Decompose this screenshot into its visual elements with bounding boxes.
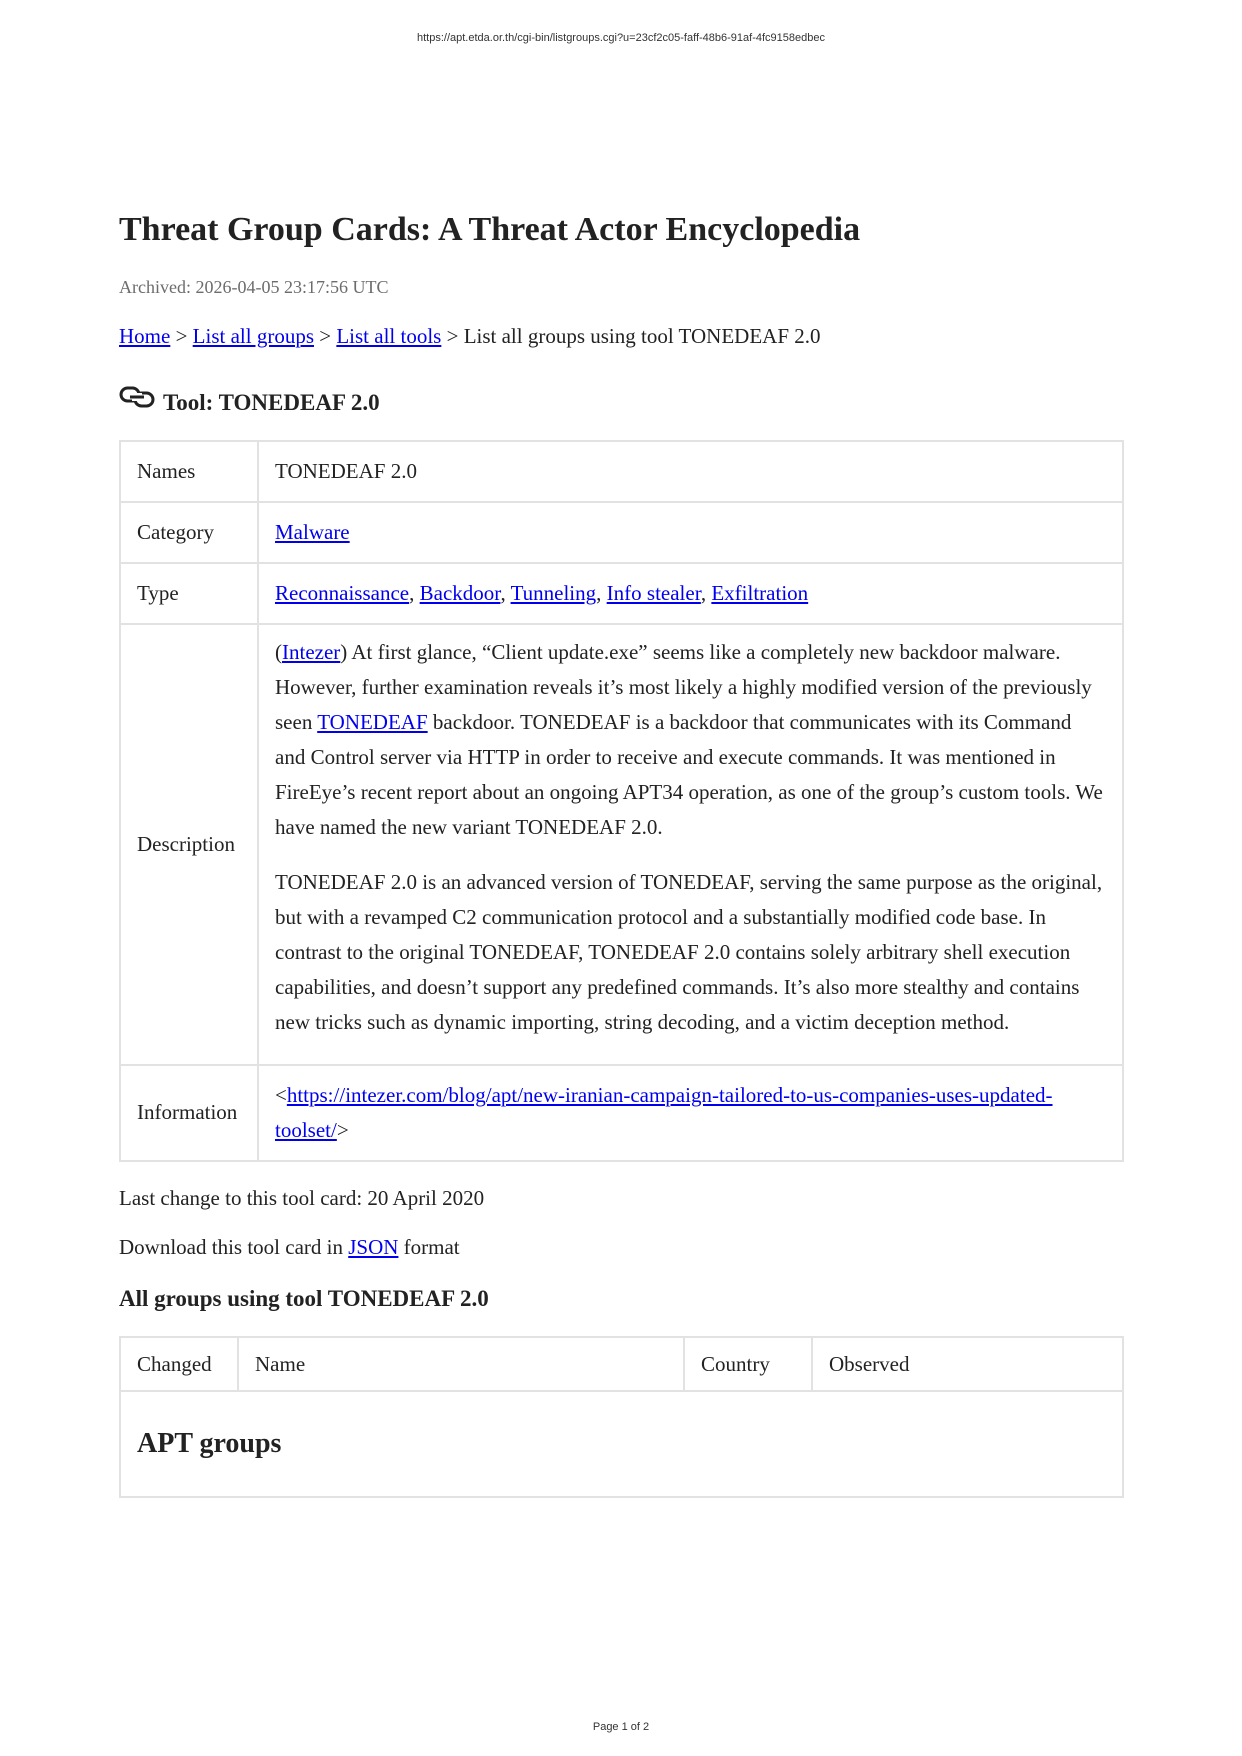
type-separator: , xyxy=(700,580,707,605)
page-number-footer: Page 1 of 2 xyxy=(592,1721,650,1733)
column-header-country: Country xyxy=(684,1337,812,1391)
breadcrumb-separator: > xyxy=(319,323,332,348)
archived-timestamp: Archived: 2026-04-05 23:17:56 UTC xyxy=(119,276,389,297)
table-row xyxy=(120,563,1123,624)
column-header-changed: Changed xyxy=(120,1337,238,1391)
tool-title: Tool: TONEDEAF 2.0 xyxy=(163,389,380,415)
apt-groups-section-header: APT groups xyxy=(120,1391,1123,1497)
type-reconnaissance-link[interactable]: Reconnaissance xyxy=(275,580,410,605)
download-line xyxy=(119,1235,1123,1260)
information-value xyxy=(258,1065,1123,1161)
intezer-source-link[interactable]: Intezer xyxy=(282,639,341,664)
names-value: TONEDEAF 2.0 xyxy=(258,441,1123,502)
json-download-link[interactable]: JSON xyxy=(348,1234,399,1259)
description-paragraph: TONEDEAF 2.0 is an advanced version of TONEDEAF, serving the same purpose as the original, but with a revamped C2 communication protocol and a substantially modified code base. In contrast to the original TONEDEAF, TONEDEAF 2.0 contains solely arbitrary shell execution capabilities, and doesn’t support any predefined commands. It’s also more stealthy and contains new tricks such as dynamic importing, string decoding, and a victim deception method. xyxy=(275,869,1103,1034)
table-row xyxy=(120,502,1123,563)
desc-open-paren: ( xyxy=(275,639,282,664)
type-tunneling-link[interactable]: Tunneling xyxy=(510,580,597,605)
category-label: Category xyxy=(120,502,258,563)
column-header-name: Name xyxy=(238,1337,684,1391)
last-change-text: Last change to this tool card: 20 April 2020 xyxy=(119,1185,485,1210)
breadcrumb-separator: > xyxy=(175,323,188,348)
type-separator: , xyxy=(500,580,506,605)
link-icon xyxy=(119,384,155,410)
groups-heading: All groups using tool TONEDEAF 2.0 xyxy=(119,1285,489,1311)
description-value xyxy=(258,624,1123,1065)
info-close-bracket: > xyxy=(336,1117,349,1142)
tool-heading xyxy=(119,384,1123,416)
information-link[interactable]: https://intezer.com/blog/apt/new-iranian-campaign-tailored-to-us-companies-uses-updated-toolset/ xyxy=(275,1082,1053,1142)
desc-text: backdoor. TONEDEAF is a backdoor that communicates with its Command and Control server via HTTP in order to receive and execute commands. It was mentioned in FireEye’s recent report about an ongoing APT34 operation, as one of the group’s custom tools. We have named the new variant TONEDEAF 2.0. xyxy=(275,709,1103,839)
table-row xyxy=(120,1391,1123,1497)
breadcrumb-list-groups-link[interactable]: List all groups xyxy=(192,323,314,348)
groups-table xyxy=(119,1336,1124,1498)
table-row xyxy=(120,441,1123,502)
column-header-observed: Observed xyxy=(812,1337,1123,1391)
download-text: Download this tool card in xyxy=(119,1234,343,1259)
table-row xyxy=(120,1065,1123,1161)
description-label: Description xyxy=(120,624,258,1065)
page-url-header: https://apt.etda.or.th/cgi-bin/listgroups.cgi?u=23cf2c05-faff-48b6-91af-4fc9158edbec xyxy=(417,32,825,44)
breadcrumb-current: List all groups using tool TONEDEAF 2.0 xyxy=(463,323,821,348)
info-open-bracket: < xyxy=(275,1082,287,1107)
type-value xyxy=(258,563,1123,624)
breadcrumb-list-tools-link[interactable]: List all tools xyxy=(336,323,442,348)
type-label: Type xyxy=(120,563,258,624)
names-label: Names xyxy=(120,441,258,502)
page-title: Threat Group Cards: A Threat Actor Encyclopedia xyxy=(119,211,861,248)
type-separator: , xyxy=(596,580,602,605)
description-paragraph xyxy=(275,635,1106,845)
type-backdoor-link[interactable]: Backdoor xyxy=(419,580,501,605)
download-text: format xyxy=(403,1234,460,1259)
information-label: Information xyxy=(120,1065,258,1161)
breadcrumb-separator: > xyxy=(446,323,459,348)
table-row xyxy=(120,624,1123,1065)
type-separator: , xyxy=(409,580,415,605)
table-header-row xyxy=(120,1337,1123,1391)
type-exfiltration-link[interactable]: Exfiltration xyxy=(711,580,809,605)
main-content xyxy=(119,210,1123,1498)
tonedeaf-link[interactable]: TONEDEAF xyxy=(317,709,428,734)
tool-info-table xyxy=(119,440,1124,1162)
category-malware-link[interactable]: Malware xyxy=(275,519,350,544)
category-value xyxy=(258,502,1123,563)
breadcrumb-home-link[interactable]: Home xyxy=(119,323,171,348)
desc-text: ) At first glance, “Client update.exe” seems like a completely new backdoor malware. However, further examination reveals it’s most likely a highly modified version of the previously seen xyxy=(275,639,1092,734)
type-info-stealer-link[interactable]: Info stealer xyxy=(606,580,701,605)
breadcrumb xyxy=(119,324,1123,349)
